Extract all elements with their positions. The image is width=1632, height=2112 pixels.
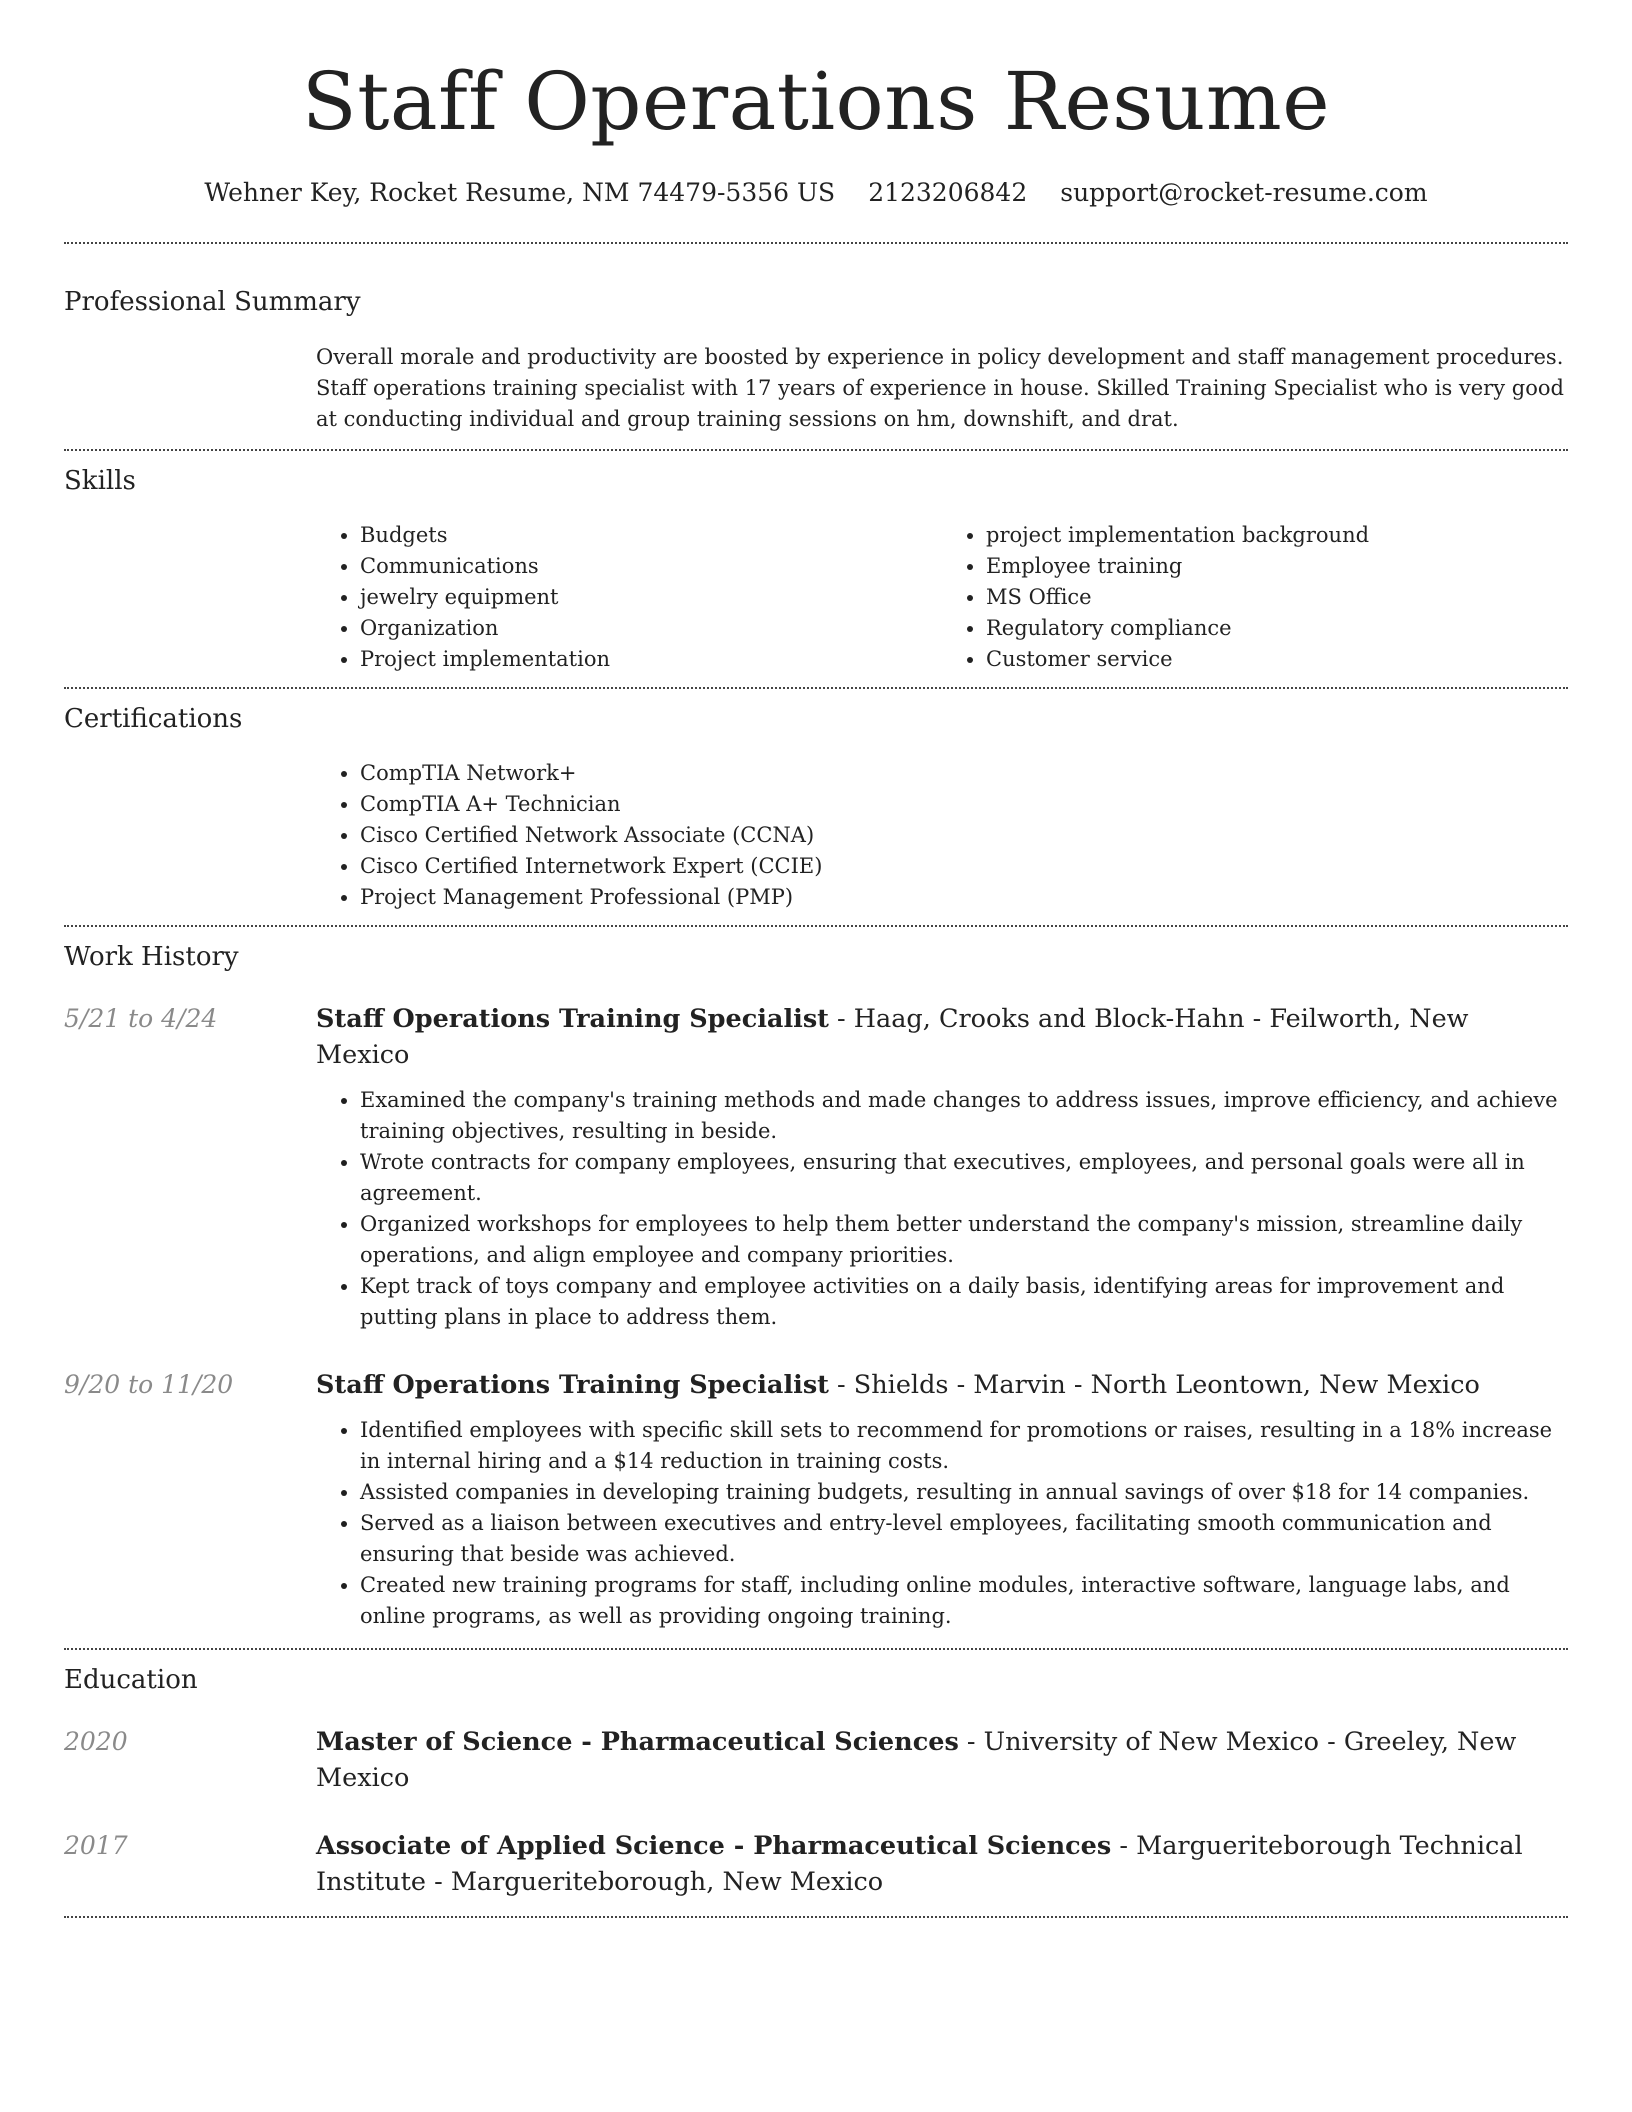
section-heading: Professional Summary: [64, 287, 361, 317]
section-heading: Certifications: [64, 704, 243, 734]
contact-address: Wehner Key, Rocket Resume, NM 74479-5356 US: [204, 178, 836, 207]
job-entry: [64, 1367, 1568, 1632]
education-year: 2020: [64, 1727, 128, 1756]
job-title: Staff Operations Training Specialist: [316, 1370, 829, 1400]
education-list: [64, 1724, 1568, 1916]
divider: [64, 1916, 1568, 1918]
section-education: [64, 1650, 1568, 1916]
jobs-list: [64, 1001, 1568, 1648]
section-skills: [64, 451, 1568, 687]
job-bullet: • Wrote contracts for company employees, ensuring that executives, employees, and personal goals were all in agreement.: [360, 1147, 1568, 1209]
job-bullet: • Created new training programs for staff, including online modules, interactive software, language labs, and online programs, as well as providing ongoing training.: [360, 1570, 1568, 1632]
job-title: Staff Operations Training Specialist: [316, 1004, 829, 1034]
contact-line: [64, 176, 1568, 210]
section-professional-summary: [64, 244, 1568, 449]
job-bullets: [316, 1415, 1568, 1632]
job-bullet: • Identified employees with specific skill sets to recommend for promotions or raises, resulting in a 18% increase in internal hiring and a $14 reduction in training costs.: [360, 1415, 1568, 1477]
job-main: [316, 1367, 1568, 1632]
job-bullet: • Assisted companies in developing training budgets, resulting in annual savings of over $18 for 14 companies.: [360, 1477, 1568, 1508]
job-main: [316, 1001, 1568, 1333]
job-bullet: • Examined the company's training methods and made changes to address issues, improve efficiency, and achieve training objectives, resulting in beside.: [360, 1085, 1568, 1147]
job-bullet: • Served as a liaison between executives and entry-level employees, facilitating smooth communication and ensuring that beside was achieved.: [360, 1508, 1568, 1570]
skill-item: • MS Office: [986, 582, 1568, 613]
job-details: - Haag, Crooks and Block-Hahn - Feilworth, New Mexico: [316, 1004, 1469, 1070]
job-dates: 5/21 to 4/24: [64, 1004, 218, 1033]
page-title: Staff Operations Resume: [301, 55, 1331, 148]
skill-item: • Budgets: [360, 520, 942, 551]
skills-columns: [316, 520, 1568, 687]
education-details: - University of New Mexico - Greeley, New Mexico: [316, 1727, 1517, 1793]
job-heading: [316, 1001, 1568, 1073]
skill-item: • Regulatory compliance: [986, 613, 1568, 644]
skill-item: • Employee training: [986, 551, 1568, 582]
certification-item: • Cisco Certified Network Associate (CCNA): [360, 820, 1568, 851]
skill-item: • project implementation background: [986, 520, 1568, 551]
skill-item: • Project implementation: [360, 644, 942, 675]
job-bullet: • Kept track of toys company and employee activities on a daily basis, identifying areas for improvement and putting plans in place to address them.: [360, 1271, 1568, 1333]
section-work-history: [64, 927, 1568, 1648]
education-heading: [316, 1724, 1568, 1796]
certification-item: • Project Management Professional (PMP): [360, 882, 1568, 913]
education-details: - Margueriteborough Technical Institute - Margueriteborough, New Mexico: [316, 1831, 1523, 1897]
skill-item: • Communications: [360, 551, 942, 582]
contact-phone: 2123206842: [868, 178, 1028, 207]
summary-text: Overall morale and productivity are boosted by experience in policy development and staff management procedures. Staff operations training specialist with 17 years of experience in house. Skilled Training Specialist who is very good at conducting individual and group training sessions on hm, downshift, and drat.: [316, 345, 1564, 431]
section-heading: Education: [64, 1665, 198, 1695]
job-bullets: [316, 1085, 1568, 1333]
certification-item: • CompTIA Network+: [360, 758, 1568, 789]
section-heading: Skills: [64, 466, 136, 496]
contact-email: support@rocket-resume.com: [1060, 178, 1428, 207]
skill-item: • Customer service: [986, 644, 1568, 675]
certification-item: • CompTIA A+ Technician: [360, 789, 1568, 820]
education-entry: [64, 1828, 1568, 1900]
section-heading: Work History: [64, 942, 239, 972]
certifications-body: [316, 758, 1568, 925]
summary-body: [316, 342, 1568, 449]
job-dates: 9/20 to 11/20: [64, 1370, 234, 1399]
education-degree: Associate of Applied Science - Pharmaceutical Sciences: [316, 1831, 1112, 1861]
skill-item: • Organization: [360, 613, 942, 644]
job-heading: [316, 1367, 1568, 1403]
education-degree: Master of Science - Pharmaceutical Sciences: [316, 1727, 959, 1757]
education-year: 2017: [64, 1831, 128, 1860]
job-entry: [64, 1001, 1568, 1333]
certification-item: • Cisco Certified Internetwork Expert (CCIE): [360, 851, 1568, 882]
skills-list-right: [942, 520, 1568, 675]
job-bullet: • Organized workshops for employees to help them better understand the company's mission, streamline daily operations, and align employee and company priorities.: [360, 1209, 1568, 1271]
section-certifications: [64, 689, 1568, 925]
education-heading: [316, 1828, 1568, 1900]
certifications-list: [316, 758, 1568, 913]
education-entry: [64, 1724, 1568, 1796]
job-details: - Shields - Marvin - North Leontown, New Mexico: [828, 1370, 1480, 1400]
skill-item: • jewelry equipment: [360, 582, 942, 613]
skills-list-left: [316, 520, 942, 675]
